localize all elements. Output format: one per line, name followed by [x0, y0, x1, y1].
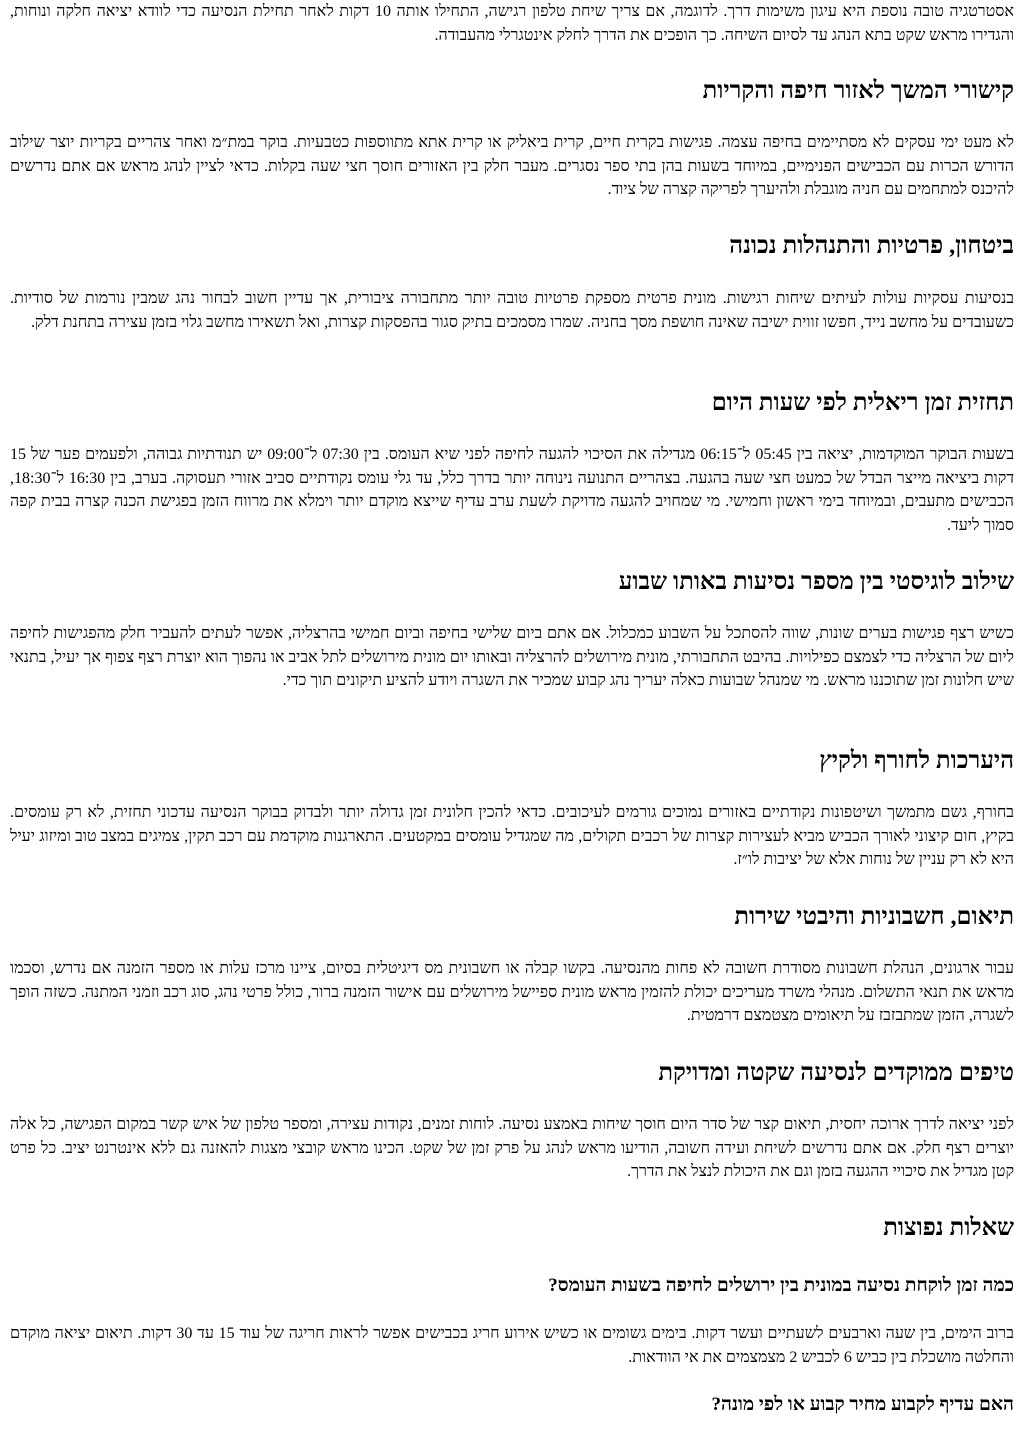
section-heading: קישורי המשך לאזור חיפה והקריות: [702, 78, 1014, 104]
faq-answer: ברוב הימים, בין שעה וארבעים לשעתיים ועשר דקות. בימים גשומים או כשיש אירוע חריג בכבישים אפשר לראות חריגה של עוד 15 עד 30 דקות. תיאום יציאה מוקדם והחלטה מושכלת בין כביש 6 לכביש 2 מצמצמים את אי הוודאות.: [10, 1325, 1015, 1366]
faq-question: האם עדיף לקבוע מחיר קבוע או לפי מונה?: [711, 1394, 1014, 1415]
faq-question: כמה זמן לוקחת נסיעה במונית בין ירושלים לחיפה בשעות העומס?: [548, 1275, 1014, 1296]
section-heading: תחזית זמן ריאלית לפי שעות היום: [711, 390, 1014, 416]
section-paragraph: לא מעט ימי עסקים לא מסתיימים בחיפה עצמה. פגישות בקרית חיים, קרית ביאליק או קרית אתא מתווספות כטבעיות. בוקר במת״מ ואחר צהריים בקריות יוצר שילוב הדורש הכרות עם הכבישים הפנימיים, במיוחד בשעות בהן בתי ספר נסגרים. מעבר חלק בין האזורים חוסך חצי שעה בקלות. כדאי לציין לנהג מראש אם אתם נדרשים להיכנס למתחמים עם חניה מוגבלת ולהיערך לפריקה קצרה של ציוד.: [10, 134, 1014, 198]
faq-heading: שאלות נפוצות: [883, 1215, 1014, 1241]
section-paragraph: בחורף, גשם מתמשך ושיטפונות נקודתיים באזורים נמוכים גורמים לעיכובים. כדאי להכין חלונית זמן גדולה יותר ולבדוק בבוקר הנסיעה עדכוני תחזית, לא רק עומסים. בקיץ, חום קיצוני לאורך הכביש מביא לעצירות קצרות של רכבים תקולים, מה שמגדיל עומסים במקטעים. התארגנות מוקדמת עם רכב תקין, צמיגים במצב טוב ומיזוג יעיל היא לא רק עניין של נוחות אלא של יציבות לו״ז.: [10, 804, 1014, 868]
section-heading: תיאום, חשבוניות והיבטי שירות: [734, 904, 1014, 930]
intro-paragraph: אסטרטגיה טובה נוספת היא עיגון משימות דרך. לדוגמה, אם צריך שיחת טלפון רגישה, התחילו אותה 10 דקות לאחר תחילת הנסיעה כדי לוודא יציאה חלקה ונוחות, והגדירו מראש שקט בתא הנהג עד לסיום השיחה. כך הופכים את הדרך לחלק אינטגרלי מהעבודה.: [10, 3, 1015, 44]
section-paragraph: בנסיעות עסקיות עולות לעיתים שיחות רגישות. מונית פרטית מספקת פרטיות טובה יותר מתחבורה ציבורית, אך עדיין חשוב לבחור נהג שמבין נורמות של סודיות. כשעובדים על מחשב נייד, חפשו זווית ישיבה שאינה חושפת מסך בחניה. שמרו מסמכים בתיק סגור בהפסקות קצרות, ואל תשאירו מחשב גלוי בזמן עצירה בתחנת דלק.: [10, 290, 1014, 331]
section-heading: טיפים ממוקדים לנסיעה שקטה ומדויקת: [658, 1060, 1014, 1086]
section-paragraph: בשעות הבוקר המוקדמות, יציאה בין 05:45 ל־06:15 מגדילה את הסיכוי להגעה לחיפה לפני שיא העומס. בין 07:30 ל־09:00 יש תנודתיות גבוהה, ולפעמים פער של 15 דקות ביציאה מייצר הבדל של כמעט חצי שעה בהגעה. בצהריים התנועה נינוחה יותר בדרך כלל, עד גלי עומס נקודתיים סביב אזורי תעסוקה. בערב, בין 16:30 ל־18:30, הכבישים מתעבים, ובמיוחד בימי ראשון וחמישי. מי שמחויב להגעה מדויקת לשעת ערב עדיף שייצא מוקדם יותר וימלא את מרווח הזמן בפגישת הכנה קצרה בבית קפה סמוך ליעד.: [10, 446, 1015, 534]
section-heading: ביטחון, פרטיות והתנהלות נכונה: [729, 233, 1014, 259]
section-paragraph: עבור ארגונים, הנהלת חשבונות מסודרת חשובה לא פחות מהנסיעה. בקשו קבלה או חשבונית מס דיגיטלית בסיום, ציינו מרכז עלות או מספר הזמנה אם נדרש, וסכמו מראש את תנאי התשלום. מנהלי משרד מעריכים יכולת להזמין מראש מונית ספיישל מירושלים עם אישור הזמנה ברור, כולל פרטי נהג, סוג רכב וזמני המתנה. כשזה הופך לשגרה, הזמן שמתבזבז על תיאומים מצטמצם דרמטית.: [10, 960, 1014, 1024]
section-paragraph: לפני יציאה לדרך ארוכה יחסית, תיאום קצר של סדר היום חוסך שיחות באמצע נסיעה. לוחות זמנים, נקודות עצירה, ומספר טלפון של איש קשר במקום הפגישה, כל אלה יוצרים רצף חלק. אם אתם נדרשים לשיחת ועידה חשובה, הודיעו מראש לנהג על פרק זמן של שקט. הכינו מראש קובצי מצגות להאזנה גם ללא אינטרנט יציב. כל פרט קטן מגדיל את סיכויי ההגעה בזמן וגם את היכולת לנצל את הדרך.: [10, 1116, 1014, 1180]
section-heading: שילוב לוגיסטי בין מספר נסיעות באותו שבוע: [618, 569, 1014, 595]
section-heading: היערכות לחורף ולקיץ: [819, 748, 1014, 774]
section-paragraph: כשיש רצף פגישות בערים שונות, שווה להסתכל על השבוע כמכלול. אם אתם ביום שלישי בחיפה וביום חמישי בהרצליה, אפשר לעתים להעביר חלק מהפגישות לחיפה ליום של הרצליה כדי לצמצם כפילויות. בהיבט התחבורתי, מונית מירושלים להרצליה ובאותו יום מונית מירושלים לתל אביב או נהפוך הוא יוצרת רצף צפוף אך יעיל, בתנאי שיש חלונות זמן שתוכננו מראש. מי שמנהל שבועות כאלה יעריך נהג קבוע שמכיר את השגרה ויודע להציע תיקונים תוך כדי.: [10, 625, 1014, 689]
